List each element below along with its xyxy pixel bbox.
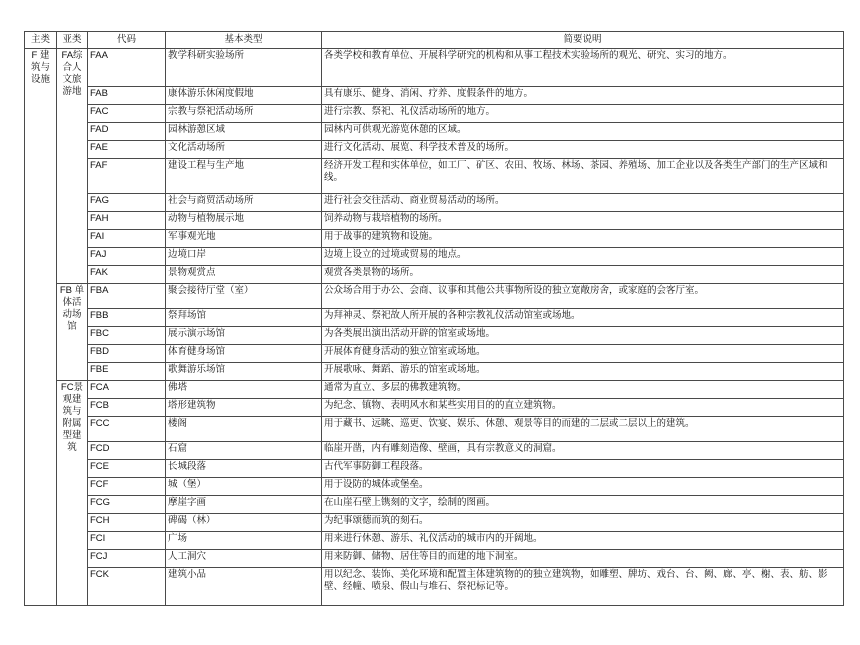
header-major: 主类 bbox=[25, 32, 57, 49]
description-cell: 临崖开凿，内有雕刻造像、壁画，具有宗教意义的洞窟。 bbox=[322, 442, 844, 460]
code-cell: FCA bbox=[88, 381, 166, 399]
code-cell: FBA bbox=[88, 284, 166, 309]
description-cell: 经济开发工程和实体单位，如工厂、矿区、农田、牧场、林场、茶园、养殖场、加工企业以及各类生产部门的生产区域和线。 bbox=[322, 159, 844, 194]
type-cell: 碑碣（林） bbox=[166, 514, 322, 532]
code-cell: FAG bbox=[88, 194, 166, 212]
type-cell: 教学科研实验场所 bbox=[166, 49, 322, 87]
description-cell: 进行文化活动、展览、科学技术普及的场所。 bbox=[322, 141, 844, 159]
description-cell: 边境上设立的过境或贸易的地点。 bbox=[322, 248, 844, 266]
table-row bbox=[25, 399, 844, 417]
type-cell: 佛塔 bbox=[166, 381, 322, 399]
table-row bbox=[25, 194, 844, 212]
description-cell: 园林内可供观光游览休憩的区域。 bbox=[322, 123, 844, 141]
type-cell: 广场 bbox=[166, 532, 322, 550]
code-cell: FCD bbox=[88, 442, 166, 460]
header-desc: 简要说明 bbox=[322, 32, 844, 49]
description-cell: 为拜神灵、祭祀故人所开展的各种宗教礼仪活动馆室或场地。 bbox=[322, 309, 844, 327]
table-row bbox=[25, 284, 844, 309]
table-row bbox=[25, 478, 844, 496]
code-cell: FBE bbox=[88, 363, 166, 381]
code-cell: FAI bbox=[88, 230, 166, 248]
table-row bbox=[25, 105, 844, 123]
description-cell: 用以纪念、装饰、美化环境和配置主体建筑物的的独立建筑物，如雕塑、牌坊、戏台、台、阙、廊、亭、榭、表、舫、影壁、经幢、喷泉、假山与堆石、祭祀标记等。 bbox=[322, 568, 844, 606]
description-cell: 进行社会交往活动、商业贸易活动的场所。 bbox=[322, 194, 844, 212]
description-cell: 用来进行休憩、游乐、礼仪活动的城市内的开阔地。 bbox=[322, 532, 844, 550]
table-row bbox=[25, 49, 844, 87]
description-cell: 为纪念、镇物、表明风水和某些实用目的的直立建筑物。 bbox=[322, 399, 844, 417]
type-cell: 歌舞游乐场馆 bbox=[166, 363, 322, 381]
code-cell: FCH bbox=[88, 514, 166, 532]
table-row bbox=[25, 266, 844, 284]
type-cell: 康体游乐休闲度假地 bbox=[166, 87, 322, 105]
type-cell: 祭拜场馆 bbox=[166, 309, 322, 327]
description-cell: 饲养动物与栽培植物的场所。 bbox=[322, 212, 844, 230]
table-row bbox=[25, 309, 844, 327]
header-row bbox=[25, 32, 844, 49]
code-cell: FCC bbox=[88, 417, 166, 442]
description-cell: 为各类展出演出活动开辟的馆室或场地。 bbox=[322, 327, 844, 345]
type-cell: 体育健身场馆 bbox=[166, 345, 322, 363]
code-cell: FBB bbox=[88, 309, 166, 327]
type-cell: 石窟 bbox=[166, 442, 322, 460]
table-row bbox=[25, 514, 844, 532]
type-cell: 动物与植物展示地 bbox=[166, 212, 322, 230]
table-row bbox=[25, 363, 844, 381]
type-cell: 文化活动场所 bbox=[166, 141, 322, 159]
code-cell: FCF bbox=[88, 478, 166, 496]
description-cell: 通常为直立、多层的佛教建筑物。 bbox=[322, 381, 844, 399]
table-row bbox=[25, 123, 844, 141]
code-cell: FAE bbox=[88, 141, 166, 159]
description-cell: 古代军事防御工程段落。 bbox=[322, 460, 844, 478]
table-row bbox=[25, 550, 844, 568]
type-cell: 建筑小品 bbox=[166, 568, 322, 606]
description-cell: 用来防御、储物、居住等目的而建的地下洞室。 bbox=[322, 550, 844, 568]
type-cell: 人工洞穴 bbox=[166, 550, 322, 568]
table-row bbox=[25, 568, 844, 606]
table-row bbox=[25, 345, 844, 363]
table-row bbox=[25, 417, 844, 442]
description-cell: 开展体育健身活动的独立馆室或场地。 bbox=[322, 345, 844, 363]
code-cell: FCK bbox=[88, 568, 166, 606]
description-cell: 为纪事颂德而筑的刻石。 bbox=[322, 514, 844, 532]
subclass-cell: FB 单体活动场馆 bbox=[57, 284, 88, 381]
description-cell: 观赏各类景物的场所。 bbox=[322, 266, 844, 284]
type-cell: 楼阁 bbox=[166, 417, 322, 442]
type-cell: 塔形建筑物 bbox=[166, 399, 322, 417]
code-cell: FCG bbox=[88, 496, 166, 514]
type-cell: 社会与商贸活动场所 bbox=[166, 194, 322, 212]
type-cell: 军事观光地 bbox=[166, 230, 322, 248]
subclass-cell: FC景观建筑与附属型建筑 bbox=[57, 381, 88, 606]
header-type: 基本类型 bbox=[166, 32, 322, 49]
code-cell: FAF bbox=[88, 159, 166, 194]
type-cell: 城（堡） bbox=[166, 478, 322, 496]
type-cell: 摩崖字画 bbox=[166, 496, 322, 514]
code-cell: FAB bbox=[88, 87, 166, 105]
code-cell: FBD bbox=[88, 345, 166, 363]
table-row bbox=[25, 381, 844, 399]
description-cell: 公众场合用于办公、会商、议事和其他公共事物所设的独立宽敞房舍，或家庭的会客厅室。 bbox=[322, 284, 844, 309]
description-cell: 在山崖石壁上镌刻的文字，绘制的图画。 bbox=[322, 496, 844, 514]
description-cell: 用于设防的城体或堡垒。 bbox=[322, 478, 844, 496]
table-row bbox=[25, 460, 844, 478]
type-cell: 景物观赏点 bbox=[166, 266, 322, 284]
description-cell: 进行宗教、祭祀、礼仪活动场所的地方。 bbox=[322, 105, 844, 123]
code-cell: FBC bbox=[88, 327, 166, 345]
description-cell: 各类学校和教育单位、开展科学研究的机构和从事工程技术实验场所的观光、研究、实习的地方。 bbox=[322, 49, 844, 87]
type-cell: 园林游憩区域 bbox=[166, 123, 322, 141]
code-cell: FAK bbox=[88, 266, 166, 284]
code-cell: FCB bbox=[88, 399, 166, 417]
description-cell: 具有康乐、健身、消闲、疗养、度假条件的地方。 bbox=[322, 87, 844, 105]
table-row bbox=[25, 141, 844, 159]
major-class-cell: F 建筑与设施 bbox=[25, 49, 57, 606]
type-cell: 聚会接待厅堂（室） bbox=[166, 284, 322, 309]
description-cell: 开展歌咏、舞蹈、游乐的馆室或场地。 bbox=[322, 363, 844, 381]
classification-table bbox=[24, 31, 844, 606]
description-cell: 用于战事的建筑物和设施。 bbox=[322, 230, 844, 248]
code-cell: FAC bbox=[88, 105, 166, 123]
table-row bbox=[25, 87, 844, 105]
code-cell: FCI bbox=[88, 532, 166, 550]
code-cell: FCJ bbox=[88, 550, 166, 568]
code-cell: FAD bbox=[88, 123, 166, 141]
table-row bbox=[25, 248, 844, 266]
code-cell: FCE bbox=[88, 460, 166, 478]
type-cell: 长城段落 bbox=[166, 460, 322, 478]
description-cell: 用于藏书、远眺、巡更、饮宴、娱乐、休憩、观景等目的而建的二层或二层以上的建筑。 bbox=[322, 417, 844, 442]
table-row bbox=[25, 212, 844, 230]
table-row bbox=[25, 442, 844, 460]
table-body bbox=[25, 49, 844, 606]
code-cell: FAH bbox=[88, 212, 166, 230]
type-cell: 建设工程与生产地 bbox=[166, 159, 322, 194]
header-sub: 亚类 bbox=[57, 32, 88, 49]
table-row bbox=[25, 496, 844, 514]
header-code: 代码 bbox=[88, 32, 166, 49]
subclass-cell: FA综合人文旅游地 bbox=[57, 49, 88, 284]
code-cell: FAA bbox=[88, 49, 166, 87]
table-row bbox=[25, 532, 844, 550]
code-cell: FAJ bbox=[88, 248, 166, 266]
type-cell: 宗教与祭祀活动场所 bbox=[166, 105, 322, 123]
table-row bbox=[25, 230, 844, 248]
table-row bbox=[25, 327, 844, 345]
table-row bbox=[25, 159, 844, 194]
type-cell: 展示演示场馆 bbox=[166, 327, 322, 345]
type-cell: 边境口岸 bbox=[166, 248, 322, 266]
